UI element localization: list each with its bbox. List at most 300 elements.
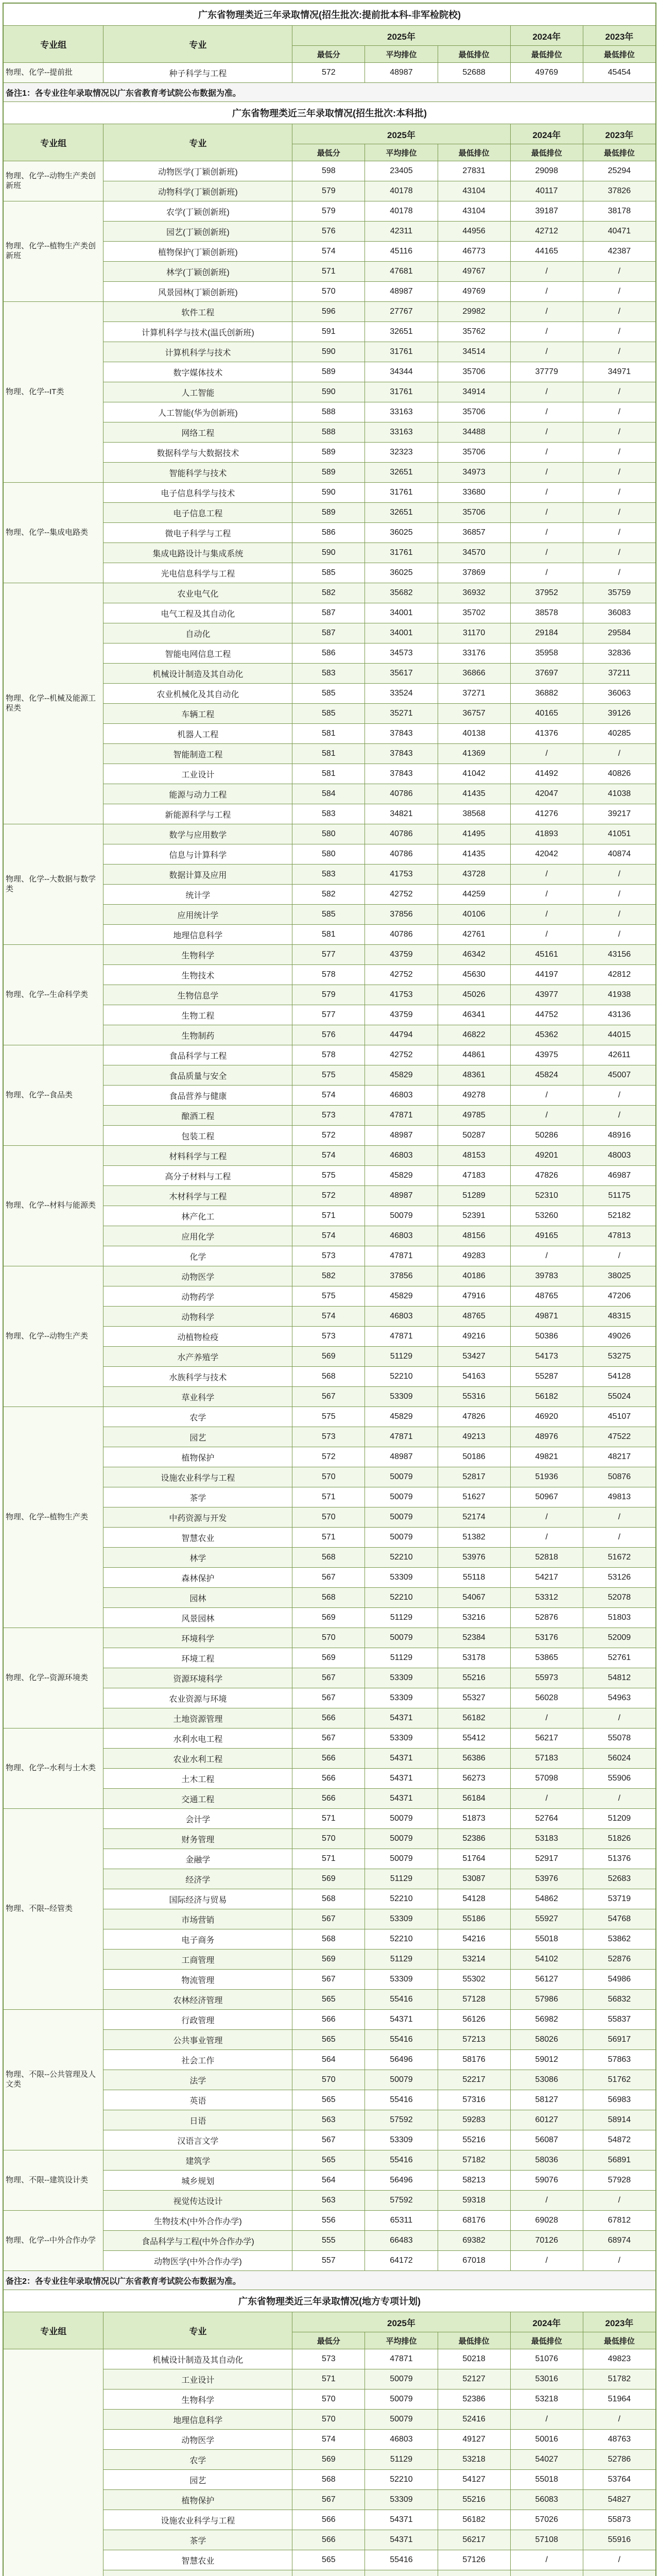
major-cell: 食品科学与工程(中外合作办学) <box>103 2231 292 2251</box>
min-rank-cell: 35702 <box>438 603 510 623</box>
rank-2024-cell: 50967 <box>510 1487 583 1507</box>
min-rank-cell: 52217 <box>438 2070 510 2090</box>
rank-2023-cell: / <box>583 885 655 905</box>
rank-2023-cell: 49813 <box>583 1487 655 1507</box>
major-cell: 动物医学(中外合作办学) <box>103 2251 292 2271</box>
table-row <box>4 2150 656 2171</box>
min-rank-cell: 48765 <box>438 1307 510 1327</box>
min-rank-cell: 40106 <box>438 905 510 925</box>
avg-rank-cell: 52210 <box>365 1929 438 1950</box>
rank-2023-cell: 56983 <box>583 2090 655 2110</box>
rank-2023-cell: 47813 <box>583 1226 655 1246</box>
rank-2024-cell: 57098 <box>510 1769 583 1789</box>
section3-title-row <box>4 2290 656 2312</box>
min-score-cell: 573 <box>292 2349 365 2369</box>
major-cell: 高分子材料与工程 <box>103 1166 292 1186</box>
group-cell: 物理、化学--大数据与数学类 <box>4 824 103 945</box>
rank-2024-cell: 56083 <box>510 2490 583 2510</box>
avg-rank-cell: 46803 <box>365 1086 438 1106</box>
major-cell: 物流管理 <box>103 1970 292 1990</box>
min-rank-cell: 51289 <box>438 1186 510 1206</box>
min-score-cell: 567 <box>292 1387 365 1407</box>
min-score-cell: 586 <box>292 523 365 543</box>
min-score-cell: 566 <box>292 2530 365 2550</box>
group-cell: 物理、化学--中外合作办学 <box>4 2211 103 2271</box>
major-cell: 交通工程 <box>103 1789 292 1809</box>
avg-rank-cell: 32651 <box>365 322 438 342</box>
avg-rank-cell: 41753 <box>365 865 438 885</box>
header-group: 专业组 <box>4 2312 103 2349</box>
rank-2024-cell: 53176 <box>510 1628 583 1648</box>
min-score-cell: 585 <box>292 563 365 583</box>
min-score-cell: 579 <box>292 201 365 222</box>
rank-2023-cell: 42611 <box>583 1045 655 1065</box>
avg-rank-cell: 50079 <box>365 1829 438 1849</box>
min-rank-cell: 44861 <box>438 1045 510 1065</box>
major-cell: 中药资源与开发 <box>103 1507 292 1528</box>
major-cell: 土木工程 <box>103 1769 292 1789</box>
avg-rank-cell: 55416 <box>365 2090 438 2110</box>
min-rank-cell: 57126 <box>438 2550 510 2570</box>
min-score-cell: 587 <box>292 603 365 623</box>
rank-2023-cell: / <box>583 2550 655 2570</box>
group-cell: 物理、化学--植物生产类创新班 <box>4 201 103 302</box>
min-score-cell: 576 <box>292 222 365 242</box>
min-rank-cell: 31170 <box>438 623 510 643</box>
major-cell: 园艺 <box>103 1427 292 1447</box>
header-2024: 2024年 <box>510 2312 583 2332</box>
avg-rank-cell: 48987 <box>365 1186 438 1206</box>
avg-rank-cell: 47871 <box>365 1427 438 1447</box>
min-score-cell: 556 <box>292 2211 365 2231</box>
major-cell: 智能科学与技术 <box>103 463 292 483</box>
major-cell: 包装工程 <box>103 1126 292 1146</box>
min-score-cell: 575 <box>292 1286 365 1307</box>
note-text: 备注2：各专业往年录取情况以广东省教育考试院公布数据为准。 <box>4 2271 656 2290</box>
rank-2023-cell: 47522 <box>583 1427 655 1447</box>
avg-rank-cell: 42752 <box>365 965 438 985</box>
table-row <box>4 1045 656 1065</box>
min-rank-cell: 35706 <box>438 443 510 463</box>
min-rank-cell: 57182 <box>438 2150 510 2171</box>
rank-2024-cell: 43975 <box>510 1045 583 1065</box>
min-score-cell: 598 <box>292 161 365 181</box>
rank-2024-cell: 70126 <box>510 2231 583 2251</box>
major-cell: 动植物检疫 <box>103 1327 292 1347</box>
avg-rank-cell: 43759 <box>365 1005 438 1025</box>
avg-rank-cell: 54371 <box>365 2010 438 2030</box>
major-cell: 设施农业科学与工程 <box>103 1467 292 1487</box>
avg-rank-cell: 48987 <box>365 63 438 83</box>
rank-2024-cell: 40117 <box>510 181 583 201</box>
group-cell: 物理、化学--提前批 <box>4 63 103 83</box>
avg-rank-cell: 40786 <box>365 784 438 804</box>
rank-2024-cell: 39783 <box>510 1266 583 1286</box>
min-rank-cell: 38568 <box>438 804 510 824</box>
rank-2023-cell: / <box>583 865 655 885</box>
rank-2024-cell: 49165 <box>510 1226 583 1246</box>
major-cell: 集成电路设计与集成系统 <box>103 543 292 563</box>
rank-2023-cell: 48916 <box>583 1126 655 1146</box>
rank-2024-cell: / <box>510 1106 583 1126</box>
major-cell: 日语 <box>103 2110 292 2130</box>
min-score-cell: 578 <box>292 1045 365 1065</box>
group-cell: 物理、化学--生命科学类 <box>4 945 103 1045</box>
min-score-cell: 574 <box>292 1146 365 1166</box>
avg-rank-cell <box>365 2570 438 2576</box>
rank-2024-cell: / <box>510 1789 583 1809</box>
min-score-cell: 590 <box>292 342 365 362</box>
min-rank-cell: 47183 <box>438 1166 510 1186</box>
min-rank-cell: 41495 <box>438 824 510 844</box>
min-score-cell: 566 <box>292 1708 365 1728</box>
avg-rank-cell: 45829 <box>365 1166 438 1186</box>
rank-2023-cell: / <box>583 463 655 483</box>
rank-2024-cell: 45362 <box>510 1025 583 1045</box>
rank-2024-cell: 36882 <box>510 684 583 704</box>
rank-2023-cell: 49026 <box>583 1327 655 1347</box>
min-score-cell: 574 <box>292 1307 365 1327</box>
major-cell: 工商管理 <box>103 1950 292 1970</box>
major-cell: 草业科学 <box>103 1387 292 1407</box>
min-score-cell: 570 <box>292 2410 365 2430</box>
avg-rank-cell: 47871 <box>365 2349 438 2369</box>
min-score-cell: 566 <box>292 1789 365 1809</box>
header-row <box>4 26 656 46</box>
rank-2023-cell: / <box>583 523 655 543</box>
min-rank-cell: 47826 <box>438 1407 510 1427</box>
rank-2023-cell: / <box>583 322 655 342</box>
min-rank-cell: 55216 <box>438 2130 510 2150</box>
rank-2024-cell: 57183 <box>510 1749 583 1769</box>
avg-rank-cell: 51129 <box>365 1950 438 1970</box>
group-cell: 物理、化学--机械及能源工程类 <box>4 583 103 824</box>
rank-2023-cell: 53719 <box>583 1889 655 1909</box>
major-cell: 电子商务 <box>103 1929 292 1950</box>
rank-2023-cell: 50876 <box>583 1467 655 1487</box>
rank-2023-cell: 53126 <box>583 1568 655 1588</box>
avg-rank-cell: 36025 <box>365 563 438 583</box>
major-cell: 英语 <box>103 2090 292 2110</box>
rank-2024-cell: / <box>510 302 583 322</box>
min-rank-cell: 41435 <box>438 784 510 804</box>
rank-2024-cell: / <box>510 1708 583 1728</box>
min-score-cell: 589 <box>292 362 365 382</box>
min-rank-cell: 55302 <box>438 1970 510 1990</box>
min-score-cell: 557 <box>292 2251 365 2271</box>
avg-rank-cell: 31761 <box>365 483 438 503</box>
min-score-cell: 571 <box>292 1528 365 1548</box>
min-rank-cell: 50186 <box>438 1447 510 1467</box>
rank-2023-cell: / <box>583 443 655 463</box>
min-rank-cell: 33680 <box>438 483 510 503</box>
subheader-cell: 平均排位 <box>365 144 438 161</box>
min-rank-cell: 34488 <box>438 422 510 443</box>
rank-2023-cell: 55873 <box>583 2510 655 2530</box>
min-rank-cell: 35706 <box>438 503 510 523</box>
min-rank-cell: 52416 <box>438 2410 510 2430</box>
rank-2023-cell: 32836 <box>583 643 655 664</box>
rank-2023-cell: / <box>583 503 655 523</box>
min-score-cell: 581 <box>292 764 365 784</box>
avg-rank-cell: 40786 <box>365 925 438 945</box>
min-score-cell: 567 <box>292 1728 365 1749</box>
rank-2023-cell: / <box>583 543 655 563</box>
header-2024: 2024年 <box>510 124 583 144</box>
rank-2023-cell: / <box>583 483 655 503</box>
rank-2023-cell: 51175 <box>583 1186 655 1206</box>
min-rank-cell: 55118 <box>438 1568 510 1588</box>
rank-2024-cell: 49871 <box>510 1307 583 1327</box>
rank-2023-cell: 53764 <box>583 2470 655 2490</box>
major-cell: 人工智能 <box>103 382 292 402</box>
rank-2024-cell: 29184 <box>510 623 583 643</box>
header-2023: 2023年 <box>583 26 655 46</box>
subheader-cell: 最低分 <box>292 2332 365 2349</box>
rank-2024-cell: 44165 <box>510 242 583 262</box>
min-score-cell: 576 <box>292 1025 365 1045</box>
min-rank-cell: 49213 <box>438 1427 510 1447</box>
major-cell: 林学 <box>103 1548 292 1568</box>
major-cell: 动物科学(丁颖创新班) <box>103 181 292 201</box>
rank-2023-cell: 54768 <box>583 1909 655 1929</box>
rank-2024-cell: 56982 <box>510 2010 583 2030</box>
major-cell: 微电子科学与工程 <box>103 523 292 543</box>
avg-rank-cell: 51129 <box>365 1869 438 1889</box>
table-row <box>4 483 656 503</box>
min-score-cell: 590 <box>292 382 365 402</box>
major-cell: 动物科学 <box>103 1307 292 1327</box>
min-score-cell: 572 <box>292 1186 365 1206</box>
avg-rank-cell: 48987 <box>365 1447 438 1467</box>
min-score-cell: 571 <box>292 2369 365 2389</box>
min-rank-cell: 56184 <box>438 1789 510 1809</box>
rank-2024-cell: 56182 <box>510 1387 583 1407</box>
section1-title-row <box>4 4 656 26</box>
rank-2023-cell: / <box>583 402 655 422</box>
header-2023: 2023年 <box>583 2312 655 2332</box>
avg-rank-cell: 53309 <box>365 1909 438 1929</box>
min-rank-cell: 56126 <box>438 2010 510 2030</box>
rank-2024-cell: 50286 <box>510 1126 583 1146</box>
major-cell: 植物保护(丁颖创新班) <box>103 242 292 262</box>
rank-2023-cell: 38178 <box>583 201 655 222</box>
subheader-cell: 最低排位 <box>583 2332 655 2349</box>
min-rank-cell: 67018 <box>438 2251 510 2271</box>
min-score-cell: 582 <box>292 885 365 905</box>
min-rank-cell: 37869 <box>438 563 510 583</box>
min-rank-cell: 51873 <box>438 1809 510 1829</box>
major-cell: 数字媒体技术 <box>103 362 292 382</box>
avg-rank-cell: 33163 <box>365 402 438 422</box>
table-row <box>4 945 656 965</box>
rank-2023-cell: 56891 <box>583 2150 655 2171</box>
rank-2024-cell: 52876 <box>510 1608 583 1628</box>
rank-2023-cell: 44015 <box>583 1025 655 1045</box>
avg-rank-cell: 53309 <box>365 1688 438 1708</box>
avg-rank-cell: 53309 <box>365 2490 438 2510</box>
min-score-cell: 570 <box>292 1628 365 1648</box>
rank-2024-cell: 53016 <box>510 2369 583 2389</box>
major-cell: 酿酒工程 <box>103 1106 292 1126</box>
rank-2024-cell: / <box>510 483 583 503</box>
major-cell: 生物技术(中外合作办学) <box>103 2211 292 2231</box>
rank-2023-cell: / <box>583 302 655 322</box>
min-score-cell: 575 <box>292 1166 365 1186</box>
min-rank-cell: 49767 <box>438 262 510 282</box>
rank-2024-cell: 57108 <box>510 2530 583 2550</box>
min-rank-cell: 59318 <box>438 2191 510 2211</box>
header-row <box>4 124 656 144</box>
table-row <box>4 1146 656 1166</box>
min-rank-cell: 52127 <box>438 2369 510 2389</box>
avg-rank-cell: 47871 <box>365 1246 438 1266</box>
avg-rank-cell: 55416 <box>365 2030 438 2050</box>
avg-rank-cell: 50079 <box>365 2410 438 2430</box>
min-score-cell: 564 <box>292 2171 365 2191</box>
rank-2023-cell: 35759 <box>583 583 655 603</box>
group-cell: 物理、化学--动物生产类创新班 <box>4 161 103 201</box>
subheader-cell: 最低排位 <box>510 2332 583 2349</box>
avg-rank-cell: 46803 <box>365 2430 438 2450</box>
rank-2024-cell: 54217 <box>510 1568 583 1588</box>
min-score-cell: 570 <box>292 1829 365 1849</box>
rank-2024-cell: 44752 <box>510 1005 583 1025</box>
min-score-cell: 573 <box>292 1106 365 1126</box>
group-cell: 物理、化学--水利与土木类 <box>4 1728 103 1809</box>
major-cell: 生物工程 <box>103 1005 292 1025</box>
major-cell: 数据科学与大数据技术 <box>103 443 292 463</box>
min-rank-cell: 54127 <box>438 2470 510 2490</box>
min-score-cell: 573 <box>292 1327 365 1347</box>
section-title: 广东省物理类近三年录取情况(地方专项计划) <box>4 2290 656 2312</box>
min-rank-cell: 46773 <box>438 242 510 262</box>
avg-rank-cell: 41753 <box>365 985 438 1005</box>
avg-rank-cell: 37843 <box>365 744 438 764</box>
rank-2024-cell: / <box>510 905 583 925</box>
rank-2024-cell: / <box>510 543 583 563</box>
rank-2023-cell: / <box>583 563 655 583</box>
min-score-cell: 569 <box>292 1608 365 1628</box>
rank-2024-cell: 45161 <box>510 945 583 965</box>
min-rank-cell: 51764 <box>438 1849 510 1869</box>
min-score-cell: 590 <box>292 483 365 503</box>
avg-rank-cell: 50079 <box>365 1628 438 1648</box>
rank-2023-cell: 54128 <box>583 1367 655 1387</box>
avg-rank-cell: 54371 <box>365 1749 438 1769</box>
min-score-cell: 580 <box>292 844 365 865</box>
subheader-cell: 最低排位 <box>510 46 583 63</box>
rank-2023-cell: 45454 <box>583 63 655 83</box>
avg-rank-cell: 42311 <box>365 222 438 242</box>
rank-2023-cell: 40826 <box>583 764 655 784</box>
min-score-cell: 568 <box>292 1548 365 1568</box>
min-rank-cell: 44956 <box>438 222 510 242</box>
admission-table-body <box>4 4 656 2576</box>
min-rank-cell: 58213 <box>438 2171 510 2191</box>
rank-2024-cell: 37779 <box>510 362 583 382</box>
rank-2024-cell: 39187 <box>510 201 583 222</box>
avg-rank-cell: 54371 <box>365 2530 438 2550</box>
major-cell: 视觉传达设计 <box>103 2191 292 2211</box>
min-rank-cell: 52174 <box>438 1507 510 1528</box>
admission-table <box>3 3 656 2576</box>
rank-2023-cell: 48315 <box>583 1307 655 1327</box>
min-rank-cell: 53214 <box>438 1950 510 1970</box>
rank-2024-cell: / <box>510 1528 583 1548</box>
note-text: 备注1：各专业往年录取情况以广东省教育考试院公布数据为准。 <box>4 83 656 102</box>
min-score-cell: 570 <box>292 2070 365 2090</box>
avg-rank-cell: 53309 <box>365 1668 438 1688</box>
rank-2023-cell: 52683 <box>583 1869 655 1889</box>
avg-rank-cell: 42752 <box>365 885 438 905</box>
rank-2023-cell: 39126 <box>583 704 655 724</box>
table-row <box>4 302 656 322</box>
avg-rank-cell: 33163 <box>365 422 438 443</box>
avg-rank-cell: 33524 <box>365 684 438 704</box>
rank-2024-cell: 52764 <box>510 1809 583 1829</box>
min-score-cell: 582 <box>292 583 365 603</box>
avg-rank-cell: 53309 <box>365 1568 438 1588</box>
major-cell: 风景园林(丁颖创新班) <box>103 282 292 302</box>
avg-rank-cell: 53309 <box>365 1970 438 1990</box>
min-rank-cell: 55216 <box>438 1668 510 1688</box>
rank-2024-cell: 59012 <box>510 2050 583 2070</box>
rank-2023-cell: / <box>583 262 655 282</box>
major-cell: 生物技术 <box>103 965 292 985</box>
rank-2024-cell: 60127 <box>510 2110 583 2130</box>
group-cell: 物理、不限--经管类 <box>4 1809 103 2010</box>
min-rank-cell: 55412 <box>438 1728 510 1749</box>
major-cell: 农业机械化及其自动化 <box>103 684 292 704</box>
min-rank-cell: 51627 <box>438 1487 510 1507</box>
major-cell: 环境科学 <box>103 1628 292 1648</box>
min-rank-cell: 49216 <box>438 1327 510 1347</box>
avg-rank-cell: 34001 <box>365 603 438 623</box>
major-cell: 数据计算及应用 <box>103 865 292 885</box>
min-rank-cell: 55327 <box>438 1688 510 1708</box>
rank-2023-cell: 57863 <box>583 2050 655 2070</box>
subheader-cell: 最低排位 <box>438 144 510 161</box>
rank-2023-cell: 41051 <box>583 824 655 844</box>
avg-rank-cell: 51129 <box>365 1608 438 1628</box>
rank-2023-cell: / <box>583 1789 655 1809</box>
rank-2023-cell: 36063 <box>583 684 655 704</box>
rank-2024-cell: 53865 <box>510 1648 583 1668</box>
major-cell: 能源与动力工程 <box>103 784 292 804</box>
avg-rank-cell: 34821 <box>365 804 438 824</box>
min-rank-cell: 55316 <box>438 1387 510 1407</box>
rank-2024-cell: 46920 <box>510 1407 583 1427</box>
min-score-cell: 567 <box>292 1970 365 1990</box>
rank-2023-cell: 41938 <box>583 985 655 1005</box>
min-rank-cell: 44259 <box>438 885 510 905</box>
rank-2023-cell: 68974 <box>583 2231 655 2251</box>
major-cell: 种子科学与工程 <box>103 63 292 83</box>
min-rank-cell: 29982 <box>438 302 510 322</box>
min-rank-cell: 54128 <box>438 1889 510 1909</box>
header-major: 专业 <box>103 26 292 63</box>
min-score-cell: 563 <box>292 2110 365 2130</box>
avg-rank-cell: 52210 <box>365 2470 438 2490</box>
major-cell: 会计学 <box>103 1809 292 1829</box>
min-score-cell: 563 <box>292 2191 365 2211</box>
major-cell: 统计学 <box>103 885 292 905</box>
min-rank-cell: 41369 <box>438 744 510 764</box>
min-score-cell: 565 <box>292 2090 365 2110</box>
major-cell: 土地资源管理 <box>103 1708 292 1728</box>
header-2025: 2025年 <box>292 2312 510 2332</box>
